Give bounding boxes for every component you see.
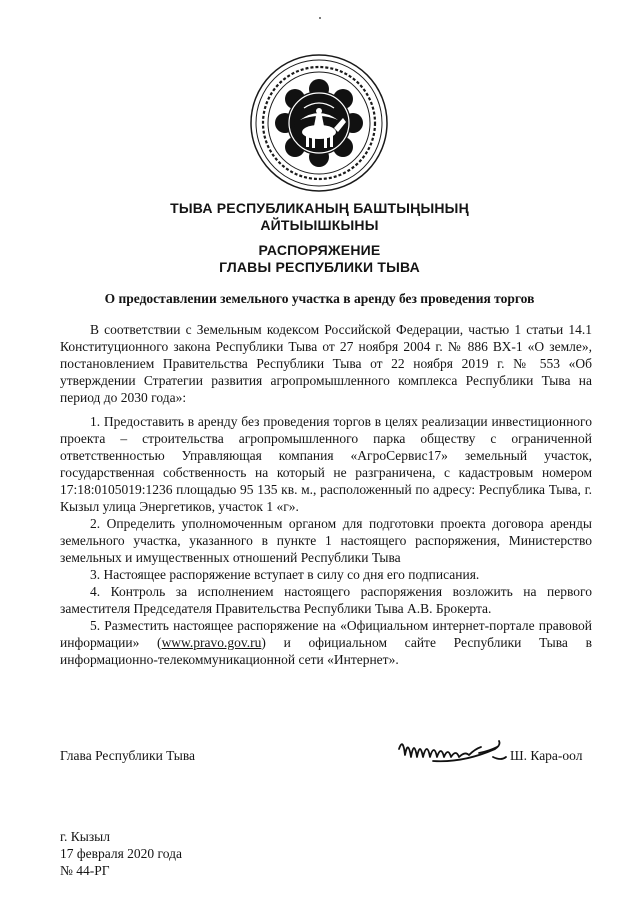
order-items: [60, 413, 592, 668]
order-item-4: 4. Контроль за исполнением настоящего распоряжения возложить на первого заместителя Председателя Правительства Республики Тыва А.В. Брокерта.: [60, 584, 592, 616]
doc-issuer: ГЛАВЫ РЕСПУБЛИКИ ТЫВА: [219, 259, 420, 275]
tyva-header: [0, 200, 639, 234]
document-title: О предоставлении земельного участка в аренду без проведения торгов: [104, 291, 535, 306]
scan-speck: [319, 17, 321, 19]
signatory-name: Ш. Кара-оол: [510, 748, 583, 763]
pravo-gov-link[interactable]: www.pravo.gov.ru: [161, 635, 262, 650]
order-item-5-before: 5. Разместить настоящее распоряжение на «Официальном интернет-портале правовой информации» (: [60, 618, 592, 650]
tuva-emblem-icon: [248, 52, 390, 194]
footer-number: № 44-РГ: [60, 863, 110, 878]
footer-date: 17 февраля 2020 года: [60, 846, 182, 861]
footer-city: г. Кызыл: [60, 829, 110, 844]
tyva-header-line2: АЙТЫЫШКЫНЫ: [260, 217, 379, 233]
order-item-1: 1. Предоставить в аренду без проведения торгов в целях реализации инвестиционного проекта – строительства агропромышленного парка обществу с ограниченной ответственностью Управляющая компания «АгроСервис17» земельный участок, государственная собственность на который не разграничена, с кадастровым номером 17:18:0105019:1236 площадью 95 135 кв. м., расположенный по адресу: Республика Тыва, г. Кызыл улица Энергетиков, участок 1 «г».: [60, 414, 592, 514]
doc-header: [0, 242, 639, 276]
doc-type: РАСПОРЯЖЕНИЕ: [258, 242, 381, 258]
signatory-position: Глава Республики Тыва: [60, 748, 196, 763]
order-item-5: [60, 617, 592, 668]
signature-icon: [393, 727, 508, 772]
tyva-header-line1: ТЫВА РЕСПУБЛИКАНЫҢ БАШТЫҢЫНЫҢ: [170, 200, 469, 216]
document-footer: [60, 828, 182, 879]
preamble-text: В соответствии с Земельным кодексом Российской Федерации, частью 1 статьи 14.1 Конституционного закона Республики Тыва от 27 ноября 2004 г. № 886 ВХ-1 «О земле», постановлением Правительства Республики Тыва от 22 ноября 2019 г. № 553 «Об утверждении Стратегии развития агропромышленного комплекса Республики Тыва на период до 2030 года»:: [60, 322, 592, 405]
order-item-3: 3. Настоящее распоряжение вступает в силу со дня его подписания.: [90, 567, 480, 582]
preamble: [60, 321, 592, 406]
order-item-5-after: ) и официальном сайте Республики Тыва в информационно-телекоммуникационной сети «Интернет».: [60, 635, 592, 667]
order-item-2: 2. Определить уполномоченным органом для подготовки проекта договора аренды земельного участка, указанного в пункте 1 настоящего распоряжения, Министерство земельных и имущественных отношений Республики Тыва: [60, 516, 592, 565]
